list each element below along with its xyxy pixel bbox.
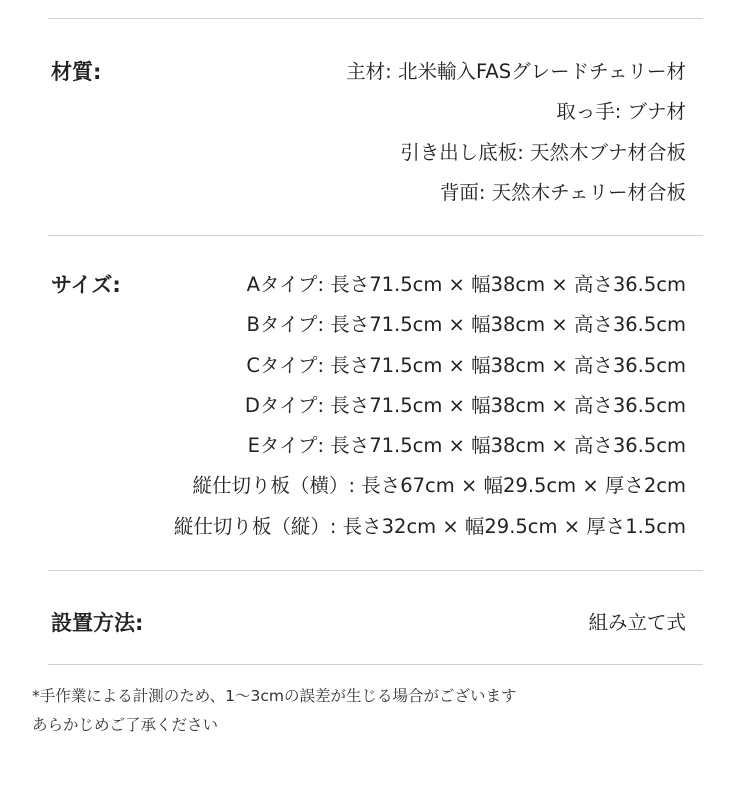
spec-row-material bbox=[48, 52, 686, 213]
size-type-c: Cタイプ: 長さ71.5cm × 幅38cm × 高さ36.5cm bbox=[246, 353, 686, 377]
spec-values-material bbox=[346, 52, 686, 213]
measurement-notes bbox=[32, 682, 516, 740]
spec-row-installation bbox=[48, 603, 686, 643]
spec-label-installation: 設置方法: bbox=[51, 611, 144, 635]
spec-row-size bbox=[48, 265, 686, 547]
material-main: 主材: 北米輸入FASグレードチェリー材 bbox=[346, 60, 686, 83]
spec-label-material: 材質: bbox=[51, 60, 102, 84]
size-type-e: Eタイプ: 長さ71.5cm × 幅38cm × 高さ36.5cm bbox=[247, 434, 686, 458]
material-drawer-bottom: 引き出し底板: 天然木ブナ材合板 bbox=[400, 140, 686, 164]
size-type-a: Aタイプ: 長さ71.5cm × 幅38cm × 高さ36.5cm bbox=[246, 273, 686, 296]
size-divider-vertical: 縦仕切り板（縦）: 長さ32cm × 幅29.5cm × 厚さ1.5cm bbox=[173, 514, 686, 538]
material-back: 背面: 天然木チェリー材合板 bbox=[439, 180, 686, 204]
note-acknowledgement: あらかじめご了承ください bbox=[32, 716, 219, 734]
divider-material bbox=[48, 235, 703, 236]
note-measurement-error: *手作業による計測のため、1～3cmの誤差が生じる場合がございます bbox=[32, 687, 517, 705]
size-type-b: Bタイプ: 長さ71.5cm × 幅38cm × 高さ36.5cm bbox=[246, 313, 686, 337]
material-handle: 取っ手: ブナ材 bbox=[556, 100, 686, 124]
spec-label-size: サイズ: bbox=[51, 273, 121, 297]
size-type-d: Dタイプ: 長さ71.5cm × 幅38cm × 高さ36.5cm bbox=[244, 393, 686, 417]
divider-top bbox=[48, 18, 703, 19]
spec-values-installation bbox=[588, 603, 686, 643]
spec-values-size bbox=[174, 265, 686, 547]
divider-bottom bbox=[48, 664, 703, 665]
divider-size bbox=[48, 570, 703, 571]
size-divider-horizontal: 縦仕切り板（横）: 長さ67cm × 幅29.5cm × 厚さ2cm bbox=[192, 474, 686, 498]
installation-method: 組み立て式 bbox=[588, 611, 686, 634]
